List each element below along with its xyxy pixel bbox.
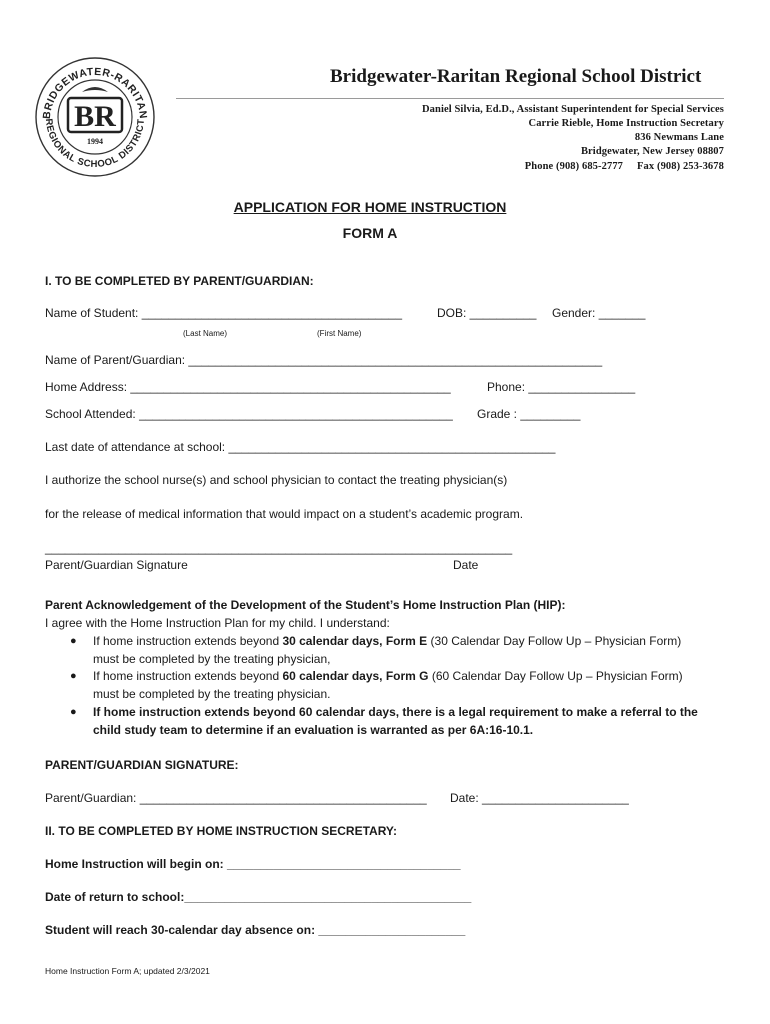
home-address-field[interactable]: Home Address: ________________________________________________ [45, 380, 451, 394]
bullet-legal-requirement: If home instruction extends beyond 60 calendar days, there is a legal requirement to make a referral to the [93, 705, 698, 719]
svg-text:BR: BR [74, 100, 116, 133]
bullet-icon: ● [70, 670, 77, 682]
fax-number: Fax (908) 253-3678 [637, 161, 724, 172]
svg-text:1994: 1994 [87, 137, 103, 146]
district-name: Bridgewater-Raritan Regional School District [330, 66, 702, 87]
section-2-heading: II. TO BE COMPLETED BY HOME INSTRUCTION SECRETARY: [45, 824, 398, 838]
guardian-signature-field[interactable]: Parent/Guardian: ___________________________________________ [45, 791, 427, 805]
acknowledgement-heading: Parent Acknowledgement of the Development of the Student’s Home Instruction Plan (HIP): [45, 598, 566, 612]
signature-label: Parent/Guardian Signature [45, 558, 188, 572]
guardian-signature-heading: PARENT/GUARDIAN SIGNATURE: [45, 758, 239, 772]
signature-line[interactable]: ______________________________________________________________________ [45, 541, 513, 555]
gender-field[interactable]: Gender: _______ [552, 306, 646, 320]
school-attended-field[interactable]: School Attended: _______________________________________________ [45, 407, 453, 421]
absence-date-field[interactable]: Student will reach 30-calendar day absence on: ______________________ [45, 923, 466, 937]
bullet-30-day: If home instruction extends beyond 30 calendar days, Form E (30 Calendar Day Follow Up – Physician Form) [93, 634, 682, 648]
first-name-hint: (First Name) [317, 329, 362, 338]
student-name-field[interactable]: Name of Student: _______________________________________ [45, 306, 402, 320]
bullet-30-day-continued: must be completed by the treating physician, [93, 652, 331, 666]
last-name-hint: (Last Name) [183, 329, 228, 338]
svg-text:BRIDGEWATER-RARITAN: BRIDGEWATER-RARITAN [40, 65, 150, 120]
acknowledgement-intro: I agree with the Home Instruction Plan for my child. I understand: [45, 616, 390, 630]
phone-field[interactable]: Phone: ________________ [487, 380, 636, 394]
bullet-60-day-continued: must be completed by the treating physician. [93, 687, 331, 701]
instruction-begin-field[interactable]: Home Instruction will begin on: ___________________________________ [45, 857, 461, 871]
guardian-date-field[interactable]: Date: ______________________ [450, 791, 629, 805]
authorization-text-1: I authorize the school nurse(s) and school physician to contact the treating physician(s) [45, 473, 508, 487]
bullet-icon: ● [70, 635, 77, 647]
svg-text:REGIONAL SCHOOL DISTRICT: REGIONAL SCHOOL DISTRICT [42, 118, 148, 171]
address-line-street: 836 Newmans Lane [634, 132, 724, 143]
address-line-secretary: Carrie Rieble, Home Instruction Secretary [528, 118, 724, 129]
address-line-superintendent: Daniel Silvia, Ed.D., Assistant Superintendent for Special Services [422, 104, 724, 115]
form-subtitle: FORM A [342, 225, 398, 241]
footer-note: Home Instruction Form A; updated 2/3/2021 [45, 966, 210, 976]
authorization-text-2: for the release of medical information that would impact on a student’s academic program. [45, 507, 524, 521]
form-title: APPLICATION FOR HOME INSTRUCTION [233, 199, 507, 215]
section-1-heading: I. TO BE COMPLETED BY PARENT/GUARDIAN: [45, 274, 314, 288]
last-attendance-date-field[interactable]: Last date of attendance at school: _________________________________________________ [45, 440, 556, 454]
dob-field[interactable]: DOB: __________ [437, 306, 537, 320]
parent-name-field[interactable]: Name of Parent/Guardian: ______________________________________________________________ [45, 353, 603, 367]
signature-date-label: Date [453, 558, 479, 572]
bullet-legal-requirement-continued: child study team to determine if an evaluation is warranted as per 6A:16-10.1. [93, 723, 534, 737]
address-line-city: Bridgewater, New Jersey 08807 [580, 146, 724, 157]
phone-number: Phone (908) 685-2777 [524, 161, 624, 172]
grade-field[interactable]: Grade : _________ [477, 407, 581, 421]
district-seal-logo [34, 56, 156, 178]
contact-line [525, 161, 724, 172]
return-date-field[interactable]: Date of return to school:___________________________________________ [45, 890, 472, 904]
bullet-icon: ● [70, 706, 77, 718]
bullet-60-day: If home instruction extends beyond 60 calendar days, Form G (60 Calendar Day Follow Up – Physician Form) [93, 669, 683, 683]
header-divider [176, 98, 724, 99]
